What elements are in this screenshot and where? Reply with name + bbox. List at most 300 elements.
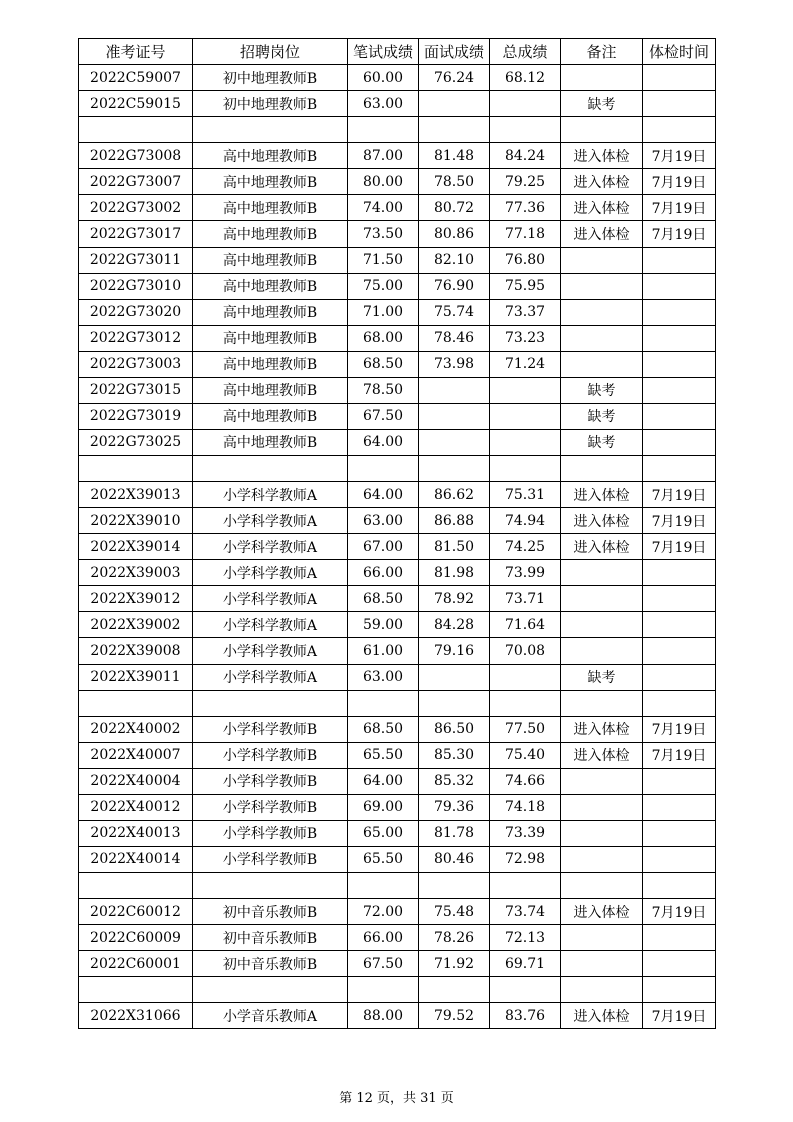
- exam-date-cell: [643, 586, 716, 612]
- written-score-cell: 68.50: [348, 586, 419, 612]
- exam-date-cell: [643, 377, 716, 403]
- total-score-cell: [490, 403, 561, 429]
- written-score-cell: 69.00: [348, 794, 419, 820]
- exam-id-cell: 2022G73025: [79, 429, 193, 455]
- total-score-cell: 73.74: [490, 899, 561, 925]
- exam-id-cell: 2022G73017: [79, 221, 193, 247]
- interview-score-cell: 73.98: [419, 351, 490, 377]
- exam-date-cell: 7月19日: [643, 899, 716, 925]
- total-score-cell: 74.18: [490, 794, 561, 820]
- written-score-cell: 66.00: [348, 560, 419, 586]
- table-row: [79, 768, 716, 794]
- exam-id-cell: 2022C59015: [79, 91, 193, 117]
- remarks-cell: [561, 456, 643, 482]
- table-row: [79, 91, 716, 117]
- position-cell: 小学科学教师B: [193, 768, 348, 794]
- total-score-cell: [490, 429, 561, 455]
- remarks-cell: 进入体检: [561, 716, 643, 742]
- exam-id-cell: 2022C60009: [79, 925, 193, 951]
- remarks-cell: [561, 273, 643, 299]
- table-row: [79, 846, 716, 872]
- interview-score-cell: 71.92: [419, 951, 490, 977]
- exam-id-cell: 2022C60012: [79, 899, 193, 925]
- total-score-cell: 77.50: [490, 716, 561, 742]
- exam-id-cell: 2022G73015: [79, 377, 193, 403]
- total-score-cell: 72.13: [490, 925, 561, 951]
- position-cell: 高中地理教师B: [193, 351, 348, 377]
- table-row: [79, 221, 716, 247]
- written-score-cell: 65.50: [348, 742, 419, 768]
- exam-date-cell: 7月19日: [643, 169, 716, 195]
- total-score-cell: [490, 664, 561, 690]
- position-cell: 高中地理教师B: [193, 169, 348, 195]
- interview-score-cell: 84.28: [419, 612, 490, 638]
- position-cell: 高中地理教师B: [193, 273, 348, 299]
- remarks-cell: 缺考: [561, 377, 643, 403]
- remarks-cell: [561, 586, 643, 612]
- exam-date-cell: [643, 273, 716, 299]
- remarks-cell: [561, 925, 643, 951]
- table-row: [79, 65, 716, 91]
- exam-id-cell: 2022X40014: [79, 846, 193, 872]
- position-cell: 初中音乐教师B: [193, 899, 348, 925]
- exam-id-cell: 2022G73019: [79, 403, 193, 429]
- exam-date-cell: [643, 247, 716, 273]
- written-score-cell: 78.50: [348, 377, 419, 403]
- exam-id-cell: 2022X39003: [79, 560, 193, 586]
- exam-date-cell: [643, 820, 716, 846]
- remarks-cell: [561, 117, 643, 143]
- interview-score-cell: 82.10: [419, 247, 490, 273]
- remarks-cell: 进入体检: [561, 169, 643, 195]
- exam-date-cell: [643, 925, 716, 951]
- total-score-cell: 72.98: [490, 846, 561, 872]
- table-body: [79, 65, 716, 1029]
- written-score-cell: 75.00: [348, 273, 419, 299]
- remarks-cell: 进入体检: [561, 899, 643, 925]
- total-score-cell: 70.08: [490, 638, 561, 664]
- exam-date-cell: 7月19日: [643, 221, 716, 247]
- written-score-cell: 67.50: [348, 951, 419, 977]
- interview-score-cell: 81.50: [419, 534, 490, 560]
- written-score-cell: 71.00: [348, 299, 419, 325]
- total-score-cell: 84.24: [490, 143, 561, 169]
- total-score-cell: 79.25: [490, 169, 561, 195]
- position-cell: 小学科学教师A: [193, 534, 348, 560]
- exam-date-cell: 7月19日: [643, 534, 716, 560]
- written-score-cell: 87.00: [348, 143, 419, 169]
- position-cell: 高中地理教师B: [193, 247, 348, 273]
- exam-date-cell: [643, 664, 716, 690]
- interview-score-cell: 75.74: [419, 299, 490, 325]
- exam-date-cell: [643, 325, 716, 351]
- exam-id-cell: 2022X39014: [79, 534, 193, 560]
- header-written-score: 笔试成绩: [348, 39, 419, 65]
- interview-score-cell: [419, 873, 490, 899]
- exam-date-cell: [643, 117, 716, 143]
- exam-id-cell: [79, 456, 193, 482]
- exam-date-cell: [643, 951, 716, 977]
- table-row: [79, 638, 716, 664]
- exam-id-cell: 2022X40013: [79, 820, 193, 846]
- position-cell: 高中地理教师B: [193, 195, 348, 221]
- position-cell: 小学科学教师A: [193, 664, 348, 690]
- position-cell: 小学科学教师B: [193, 742, 348, 768]
- interview-score-cell: 76.24: [419, 65, 490, 91]
- interview-score-cell: 81.48: [419, 143, 490, 169]
- interview-score-cell: 85.30: [419, 742, 490, 768]
- remarks-cell: 进入体检: [561, 195, 643, 221]
- interview-score-cell: 78.26: [419, 925, 490, 951]
- remarks-cell: [561, 820, 643, 846]
- table-row: [79, 508, 716, 534]
- remarks-cell: [561, 351, 643, 377]
- table-row: [79, 820, 716, 846]
- interview-score-cell: [419, 977, 490, 1003]
- interview-score-cell: [419, 91, 490, 117]
- written-score-cell: 63.00: [348, 91, 419, 117]
- exam-id-cell: 2022X40007: [79, 742, 193, 768]
- table-row: [79, 169, 716, 195]
- table-row: [79, 977, 716, 1003]
- exam-date-cell: 7月19日: [643, 195, 716, 221]
- table-row: [79, 794, 716, 820]
- total-score-cell: [490, 456, 561, 482]
- exam-id-cell: 2022G73007: [79, 169, 193, 195]
- written-score-cell: 67.00: [348, 534, 419, 560]
- interview-score-cell: 78.46: [419, 325, 490, 351]
- total-score-cell: [490, 117, 561, 143]
- interview-score-cell: 76.90: [419, 273, 490, 299]
- position-cell: 高中地理教师B: [193, 299, 348, 325]
- position-cell: 初中地理教师B: [193, 91, 348, 117]
- written-score-cell: 65.50: [348, 846, 419, 872]
- exam-date-cell: 7月19日: [643, 742, 716, 768]
- exam-id-cell: 2022X39013: [79, 482, 193, 508]
- header-remarks: 备注: [561, 39, 643, 65]
- total-score-cell: 69.71: [490, 951, 561, 977]
- total-score-cell: 73.23: [490, 325, 561, 351]
- written-score-cell: [348, 977, 419, 1003]
- written-score-cell: 88.00: [348, 1003, 419, 1029]
- total-score-cell: 75.40: [490, 742, 561, 768]
- written-score-cell: 67.50: [348, 403, 419, 429]
- exam-date-cell: [643, 846, 716, 872]
- total-score-cell: [490, 690, 561, 716]
- total-score-cell: [490, 977, 561, 1003]
- remarks-cell: 缺考: [561, 664, 643, 690]
- total-score-cell: 74.66: [490, 768, 561, 794]
- table-row: [79, 925, 716, 951]
- exam-id-cell: [79, 690, 193, 716]
- exam-date-cell: [643, 299, 716, 325]
- total-score-cell: 73.71: [490, 586, 561, 612]
- table-row: [79, 247, 716, 273]
- remarks-cell: [561, 977, 643, 1003]
- interview-score-cell: 75.48: [419, 899, 490, 925]
- exam-id-cell: 2022G73011: [79, 247, 193, 273]
- remarks-cell: [561, 794, 643, 820]
- exam-date-cell: [643, 403, 716, 429]
- written-score-cell: [348, 873, 419, 899]
- written-score-cell: 63.00: [348, 664, 419, 690]
- exam-id-cell: 2022X39012: [79, 586, 193, 612]
- written-score-cell: 64.00: [348, 768, 419, 794]
- written-score-cell: 66.00: [348, 925, 419, 951]
- total-score-cell: 73.37: [490, 299, 561, 325]
- exam-date-cell: [643, 65, 716, 91]
- table-row: [79, 377, 716, 403]
- position-cell: [193, 977, 348, 1003]
- exam-id-cell: 2022X31066: [79, 1003, 193, 1029]
- remarks-cell: [561, 612, 643, 638]
- table-row: [79, 742, 716, 768]
- remarks-cell: [561, 768, 643, 794]
- table-row: [79, 482, 716, 508]
- table-row: [79, 716, 716, 742]
- remarks-cell: [561, 638, 643, 664]
- written-score-cell: 68.50: [348, 716, 419, 742]
- written-score-cell: 68.00: [348, 325, 419, 351]
- exam-id-cell: 2022X40002: [79, 716, 193, 742]
- interview-score-cell: 79.52: [419, 1003, 490, 1029]
- total-score-cell: 74.25: [490, 534, 561, 560]
- position-cell: 高中地理教师B: [193, 143, 348, 169]
- exam-date-cell: [643, 794, 716, 820]
- position-cell: 小学科学教师B: [193, 820, 348, 846]
- total-score-cell: 77.36: [490, 195, 561, 221]
- table-row: [79, 951, 716, 977]
- table-row: [79, 351, 716, 377]
- exam-date-cell: [643, 977, 716, 1003]
- exam-date-cell: [643, 560, 716, 586]
- position-cell: 高中地理教师B: [193, 377, 348, 403]
- header-exam-date: 体检时间: [643, 39, 716, 65]
- exam-id-cell: [79, 117, 193, 143]
- total-score-cell: 68.12: [490, 65, 561, 91]
- written-score-cell: 68.50: [348, 351, 419, 377]
- table-row: [79, 143, 716, 169]
- table-row: [79, 325, 716, 351]
- table-row: [79, 429, 716, 455]
- table-row: [79, 664, 716, 690]
- interview-score-cell: 78.50: [419, 169, 490, 195]
- written-score-cell: 65.00: [348, 820, 419, 846]
- header-row: [79, 39, 716, 65]
- position-cell: 小学音乐教师A: [193, 1003, 348, 1029]
- interview-score-cell: 86.88: [419, 508, 490, 534]
- total-score-cell: 77.18: [490, 221, 561, 247]
- written-score-cell: [348, 117, 419, 143]
- total-score-cell: 71.64: [490, 612, 561, 638]
- position-cell: 小学科学教师A: [193, 482, 348, 508]
- written-score-cell: 73.50: [348, 221, 419, 247]
- remarks-cell: [561, 690, 643, 716]
- exam-id-cell: 2022X39011: [79, 664, 193, 690]
- interview-score-cell: 79.16: [419, 638, 490, 664]
- exam-date-cell: [643, 690, 716, 716]
- table-row: [79, 873, 716, 899]
- exam-id-cell: 2022C59007: [79, 65, 193, 91]
- interview-score-cell: [419, 377, 490, 403]
- exam-id-cell: [79, 873, 193, 899]
- remarks-cell: [561, 299, 643, 325]
- interview-score-cell: 85.32: [419, 768, 490, 794]
- exam-id-cell: 2022X39010: [79, 508, 193, 534]
- position-cell: 高中地理教师B: [193, 403, 348, 429]
- interview-score-cell: 80.46: [419, 846, 490, 872]
- written-score-cell: 72.00: [348, 899, 419, 925]
- exam-id-cell: 2022C60001: [79, 951, 193, 977]
- written-score-cell: 60.00: [348, 65, 419, 91]
- interview-score-cell: [419, 403, 490, 429]
- position-cell: [193, 117, 348, 143]
- interview-score-cell: [419, 429, 490, 455]
- exam-date-cell: [643, 91, 716, 117]
- position-cell: 小学科学教师B: [193, 794, 348, 820]
- header-total-score: 总成绩: [490, 39, 561, 65]
- exam-id-cell: 2022X40012: [79, 794, 193, 820]
- table-row: [79, 1003, 716, 1029]
- interview-score-cell: 86.62: [419, 482, 490, 508]
- remarks-cell: 缺考: [561, 91, 643, 117]
- position-cell: 小学科学教师B: [193, 846, 348, 872]
- interview-score-cell: 81.98: [419, 560, 490, 586]
- table-row: [79, 456, 716, 482]
- position-cell: [193, 456, 348, 482]
- written-score-cell: [348, 456, 419, 482]
- written-score-cell: 71.50: [348, 247, 419, 273]
- total-score-cell: 73.39: [490, 820, 561, 846]
- position-cell: 高中地理教师B: [193, 325, 348, 351]
- total-score-cell: 75.31: [490, 482, 561, 508]
- position-cell: 初中音乐教师B: [193, 925, 348, 951]
- written-score-cell: [348, 690, 419, 716]
- remarks-cell: 进入体检: [561, 534, 643, 560]
- remarks-cell: 进入体检: [561, 221, 643, 247]
- table-row: [79, 560, 716, 586]
- total-score-cell: [490, 873, 561, 899]
- position-cell: 小学科学教师B: [193, 716, 348, 742]
- exam-date-cell: 7月19日: [643, 508, 716, 534]
- total-score-cell: 83.76: [490, 1003, 561, 1029]
- position-cell: 高中地理教师B: [193, 221, 348, 247]
- table-row: [79, 586, 716, 612]
- position-cell: 小学科学教师A: [193, 612, 348, 638]
- written-score-cell: 64.00: [348, 482, 419, 508]
- interview-score-cell: [419, 664, 490, 690]
- written-score-cell: 74.00: [348, 195, 419, 221]
- remarks-cell: [561, 65, 643, 91]
- table-row: [79, 534, 716, 560]
- exam-date-cell: [643, 768, 716, 794]
- exam-date-cell: [643, 638, 716, 664]
- position-cell: 小学科学教师A: [193, 560, 348, 586]
- interview-score-cell: [419, 456, 490, 482]
- written-score-cell: 61.00: [348, 638, 419, 664]
- exam-date-cell: 7月19日: [643, 482, 716, 508]
- written-score-cell: 59.00: [348, 612, 419, 638]
- table-row: [79, 403, 716, 429]
- written-score-cell: 80.00: [348, 169, 419, 195]
- header-position: 招聘岗位: [193, 39, 348, 65]
- interview-score-cell: [419, 117, 490, 143]
- remarks-cell: 缺考: [561, 429, 643, 455]
- remarks-cell: 缺考: [561, 403, 643, 429]
- remarks-cell: 进入体检: [561, 482, 643, 508]
- remarks-cell: 进入体检: [561, 1003, 643, 1029]
- total-score-cell: 74.94: [490, 508, 561, 534]
- total-score-cell: 75.95: [490, 273, 561, 299]
- exam-id-cell: 2022G73003: [79, 351, 193, 377]
- table-row: [79, 899, 716, 925]
- table-row: [79, 690, 716, 716]
- exam-id-cell: 2022X40004: [79, 768, 193, 794]
- remarks-cell: [561, 560, 643, 586]
- position-cell: 初中地理教师B: [193, 65, 348, 91]
- total-score-cell: 73.99: [490, 560, 561, 586]
- remarks-cell: [561, 873, 643, 899]
- position-cell: 小学科学教师A: [193, 638, 348, 664]
- exam-date-cell: 7月19日: [643, 716, 716, 742]
- remarks-cell: 进入体检: [561, 508, 643, 534]
- header-interview-score: 面试成绩: [419, 39, 490, 65]
- remarks-cell: [561, 247, 643, 273]
- position-cell: 小学科学教师A: [193, 586, 348, 612]
- position-cell: 高中地理教师B: [193, 429, 348, 455]
- exam-date-cell: [643, 429, 716, 455]
- table-row: [79, 117, 716, 143]
- remarks-cell: [561, 846, 643, 872]
- position-cell: [193, 690, 348, 716]
- total-score-cell: [490, 91, 561, 117]
- table-row: [79, 273, 716, 299]
- table-row: [79, 195, 716, 221]
- exam-date-cell: [643, 456, 716, 482]
- page-footer: 第 12 页，共 31 页: [339, 1091, 454, 1106]
- remarks-cell: [561, 951, 643, 977]
- remarks-cell: 进入体检: [561, 742, 643, 768]
- remarks-cell: [561, 325, 643, 351]
- exam-date-cell: 7月19日: [643, 143, 716, 169]
- interview-score-cell: 79.36: [419, 794, 490, 820]
- exam-id-cell: 2022X39002: [79, 612, 193, 638]
- remarks-cell: 进入体检: [561, 143, 643, 169]
- interview-score-cell: 81.78: [419, 820, 490, 846]
- interview-score-cell: 80.72: [419, 195, 490, 221]
- total-score-cell: 71.24: [490, 351, 561, 377]
- written-score-cell: 63.00: [348, 508, 419, 534]
- exam-id-cell: [79, 977, 193, 1003]
- exam-date-cell: [643, 612, 716, 638]
- written-score-cell: 64.00: [348, 429, 419, 455]
- position-cell: [193, 873, 348, 899]
- results-table: [78, 38, 716, 1029]
- header-exam-id: 准考证号: [79, 39, 193, 65]
- position-cell: 小学科学教师A: [193, 508, 348, 534]
- interview-score-cell: 86.50: [419, 716, 490, 742]
- table-row: [79, 612, 716, 638]
- interview-score-cell: 78.92: [419, 586, 490, 612]
- exam-id-cell: 2022G73020: [79, 299, 193, 325]
- exam-id-cell: 2022G73010: [79, 273, 193, 299]
- exam-date-cell: [643, 873, 716, 899]
- exam-id-cell: 2022G73002: [79, 195, 193, 221]
- exam-id-cell: 2022G73012: [79, 325, 193, 351]
- exam-id-cell: 2022G73008: [79, 143, 193, 169]
- exam-date-cell: [643, 351, 716, 377]
- total-score-cell: [490, 377, 561, 403]
